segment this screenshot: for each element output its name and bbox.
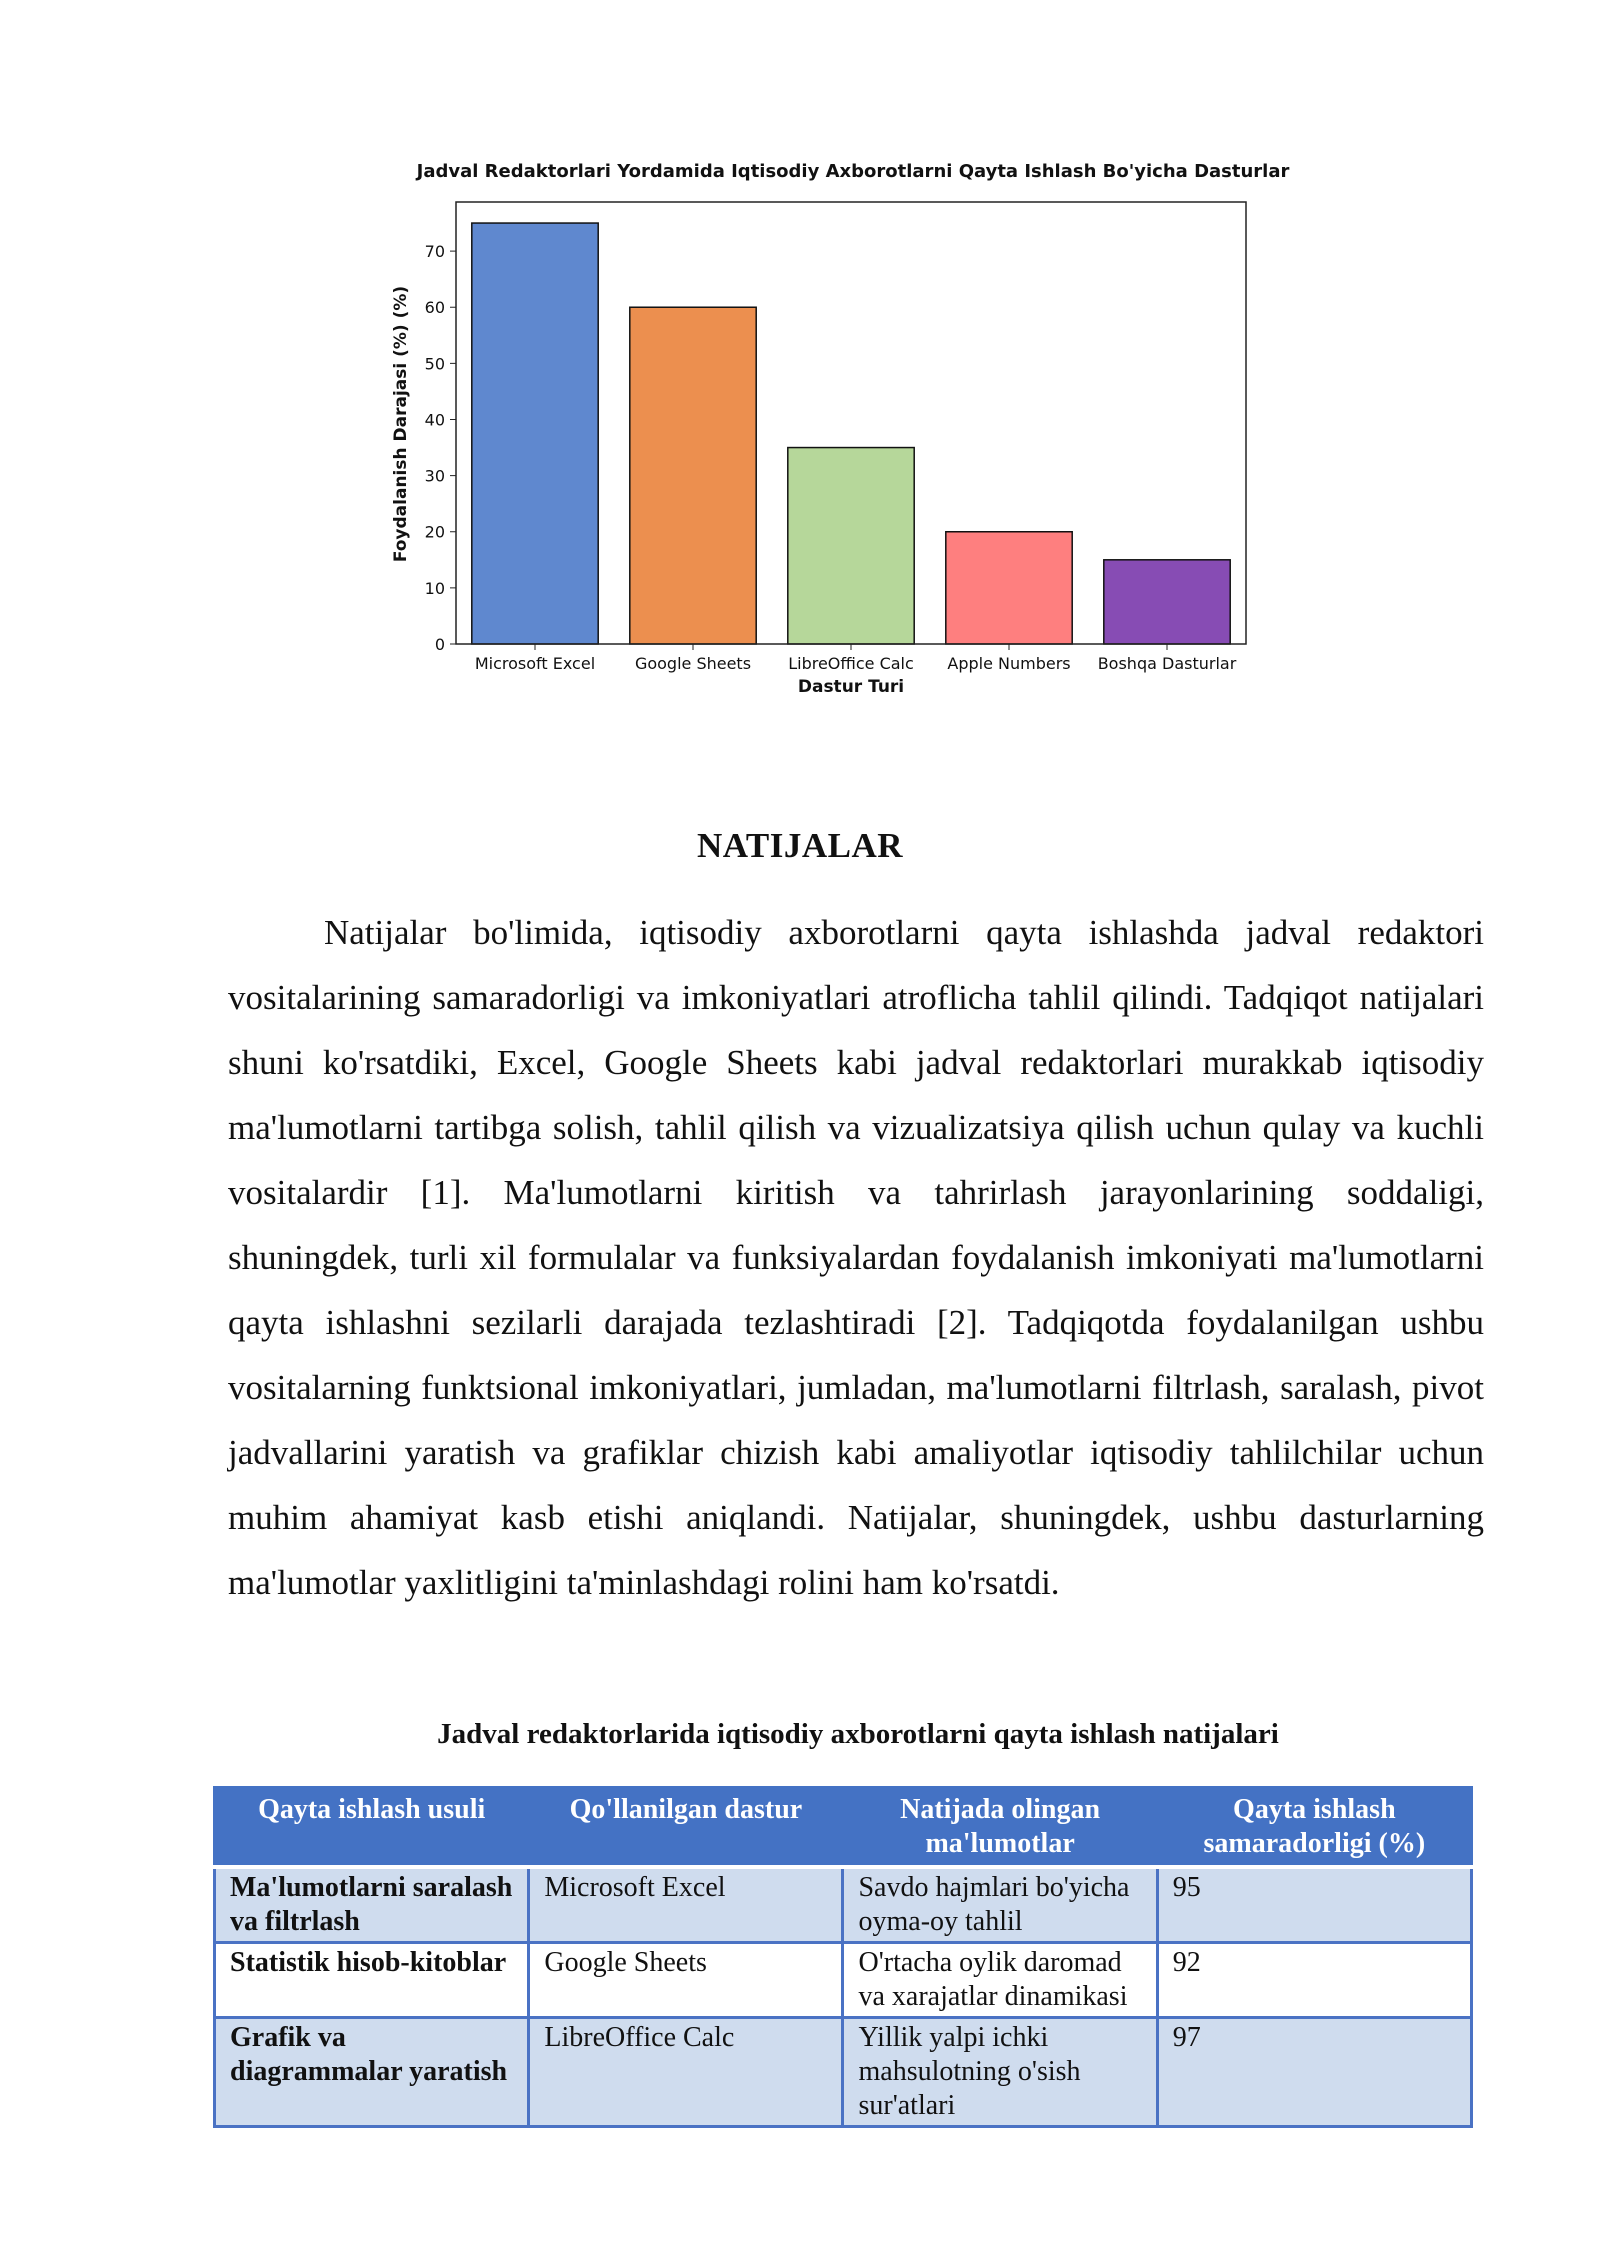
table-header-data: Natijada olingan ma'lumotlar bbox=[843, 1788, 1157, 1868]
table-cell-method: Statistik hisob-kitoblar bbox=[215, 1943, 529, 2018]
chart-y-tick-label: 50 bbox=[424, 354, 445, 374]
chart-y-tick-label: 0 bbox=[434, 635, 445, 654]
chart-x-tick-label: Boshqa Dasturlar bbox=[1097, 654, 1237, 673]
chart-bar bbox=[946, 532, 1072, 644]
table-header-program: Qo'llanilgan dastur bbox=[529, 1788, 843, 1868]
chart-y-tick-label: 30 bbox=[424, 466, 445, 486]
table-cell-program: Microsoft Excel bbox=[529, 1867, 843, 1943]
chart-title: Jadval Redaktorlari Yordamida Iqtisodiy Axborotlarni Qayta Ishlash Bo'yicha Dasturlar bbox=[416, 161, 1290, 182]
chart-bar bbox=[630, 307, 756, 644]
table-cell-data: Yillik yalpi ichki mahsulotning o'sish sur'atlari bbox=[843, 2018, 1157, 2127]
table-cell-program: Google Sheets bbox=[529, 1943, 843, 2018]
chart-y-tick-label: 70 bbox=[424, 242, 445, 262]
table-row bbox=[215, 2018, 1472, 2127]
chart-y-tick-label: 10 bbox=[424, 578, 445, 598]
table-cell-method: Ma'lumotlarni saralash va filtrlash bbox=[215, 1867, 529, 1943]
table-header-efficiency: Qayta ishlash samaradorligi (%) bbox=[1157, 1788, 1471, 1868]
table-header-row bbox=[215, 1788, 1472, 1868]
chart-bar bbox=[472, 223, 598, 644]
table-header-method: Qayta ishlash usuli bbox=[215, 1788, 529, 1868]
results-table bbox=[213, 1786, 1473, 2128]
chart-bar bbox=[788, 448, 914, 644]
body-paragraph: Natijalar bo'limida, iqtisodiy axborotlarni qayta ishlashda jadval redaktori vositalarining samaradorligi va imkoniyatlari atroflicha tahlil qilindi. Tadqiqot natijalari shuni ko'rsatdiki, Excel, Google Sheets kabi jadval redaktorlari murakkab iqtisodiy ma'lumotlarni tartibga solish, tahlil qilish va vizualizatsiya qilish uchun qulay va kuchli vositalardir [1]. Ma'lumotlarni kiritish va tahrirlash jarayonlarining soddaligi, shuningdek, turli xil formulalar va funksiyalardan foydalanish imkoniyati ma'lumotlarni qayta ishlashni sezilarli darajada tezlashtiradi [2]. Tadqiqotda foydalanilgan ushbu vositalarning funktsional imkoniyatlari, jumladan, ma'lumotlarni filtrlash, saralash, pivot jadvallarini yaratish va grafiklar chizish kabi amaliyotlar iqtisodiy tahlilchilar uchun muhim ahamiyat kasb etishi aniqlandi. Natijalar, shuningdek, ushbu dasturlarning ma'lumotlar yaxlitligini ta'minlashdagi rolini ham ko'rsatdi. bbox=[228, 913, 1484, 1602]
chart-y-tick-label: 60 bbox=[424, 298, 445, 318]
chart-x-axis-label: Dastur Turi bbox=[797, 677, 905, 697]
chart-x-tick-label: Apple Numbers bbox=[947, 654, 1071, 673]
table-row bbox=[215, 1943, 1472, 2018]
table-cell-efficiency: 95 bbox=[1157, 1867, 1471, 1943]
table-cell-data: O'rtacha oylik daromad va xarajatlar dinamikasi bbox=[843, 1943, 1157, 2018]
table-cell-data: Savdo hajmlari bo'yicha oyma-oy tahlil bbox=[843, 1867, 1157, 1943]
chart-y-tick-label: 40 bbox=[424, 410, 445, 430]
table-row bbox=[215, 1867, 1472, 1943]
table-cell-method: Grafik va diagrammalar yaratish bbox=[215, 2018, 529, 2127]
section-heading: NATIJALAR bbox=[696, 826, 904, 865]
chart-y-ticks bbox=[425, 242, 456, 654]
chart-x-tick-label: Microsoft Excel bbox=[474, 654, 596, 673]
chart-bar bbox=[1104, 560, 1230, 644]
chart-x-tick-label: LibreOffice Calc bbox=[788, 654, 914, 673]
chart-y-tick-label: 20 bbox=[424, 522, 445, 542]
chart-x-tick-label: Google Sheets bbox=[634, 654, 752, 673]
chart-bars bbox=[472, 223, 1230, 644]
chart-x-ticks bbox=[475, 644, 1237, 673]
table-caption: Jadval redaktorlarida iqtisodiy axborotlarni qayta ishlash natijalari bbox=[437, 1718, 1279, 1750]
table-cell-efficiency: 92 bbox=[1157, 1943, 1471, 2018]
chart-y-axis-label: Foydalanish Darajasi (%) (%) bbox=[391, 285, 411, 563]
bar-chart bbox=[360, 145, 1350, 715]
table-cell-efficiency: 97 bbox=[1157, 2018, 1471, 2127]
table-cell-program: LibreOffice Calc bbox=[529, 2018, 843, 2127]
